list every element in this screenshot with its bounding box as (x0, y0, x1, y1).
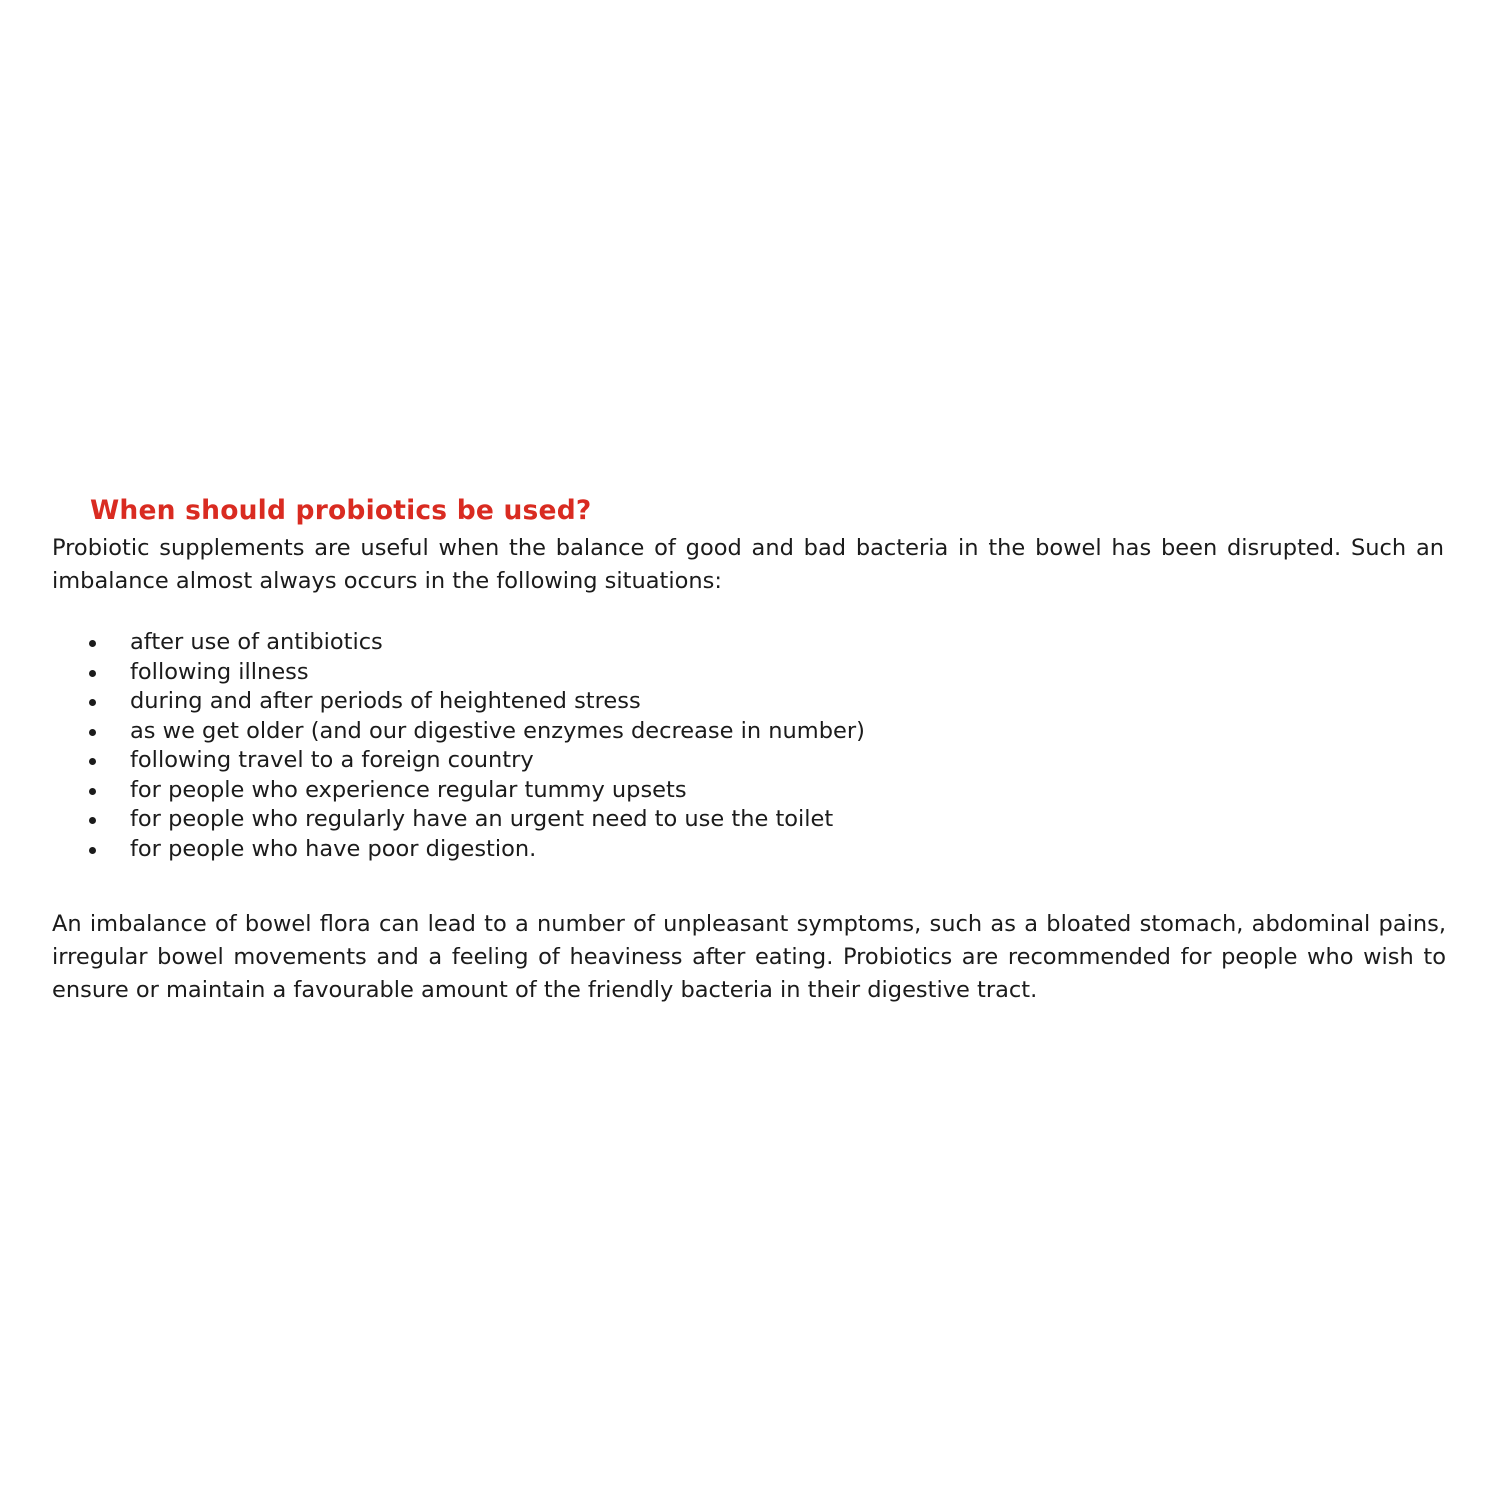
intro-paragraph: Probiotic supplements are useful when the balance of good and bad bacteria in the bowel has been disrupted. Such an imbalance almost always occurs in the following situations: (52, 535, 1444, 594)
bullet-dot-icon (89, 670, 96, 677)
list-item-label: for people who regularly have an urgent need to use the toilet (130, 806, 834, 832)
list-item (52, 658, 1452, 688)
closing-paragraph: An imbalance of bowel flora can lead to a number of unpleasant symptoms, such as a bloated stomach, abdominal pains, irregular bowel movements and a feeling of heaviness after eating. Probiotics are recommended for people who wish to ensure or maintain a favourable amount of the friendly bacteria in their digestive tract. (52, 911, 1446, 1003)
list-item-label: following illness (130, 658, 309, 685)
page-title: When should probiotics be used? (90, 495, 592, 526)
list-item-label: for people who experience regular tummy upsets (130, 776, 687, 803)
bullet-dot-icon (89, 788, 96, 795)
list-item (52, 746, 1452, 776)
list-item (52, 835, 1452, 865)
bullet-dot-icon (89, 847, 96, 854)
list-item (52, 687, 1452, 717)
bullet-dot-icon (89, 640, 96, 647)
document-content (52, 495, 1452, 1007)
bullet-dot-icon (89, 699, 96, 706)
situations-list (52, 628, 1452, 864)
list-item-label: as we get older (and our digestive enzymes decrease in number) (130, 717, 865, 744)
bullet-dot-icon (89, 729, 96, 736)
bullet-dot-icon (89, 817, 96, 824)
bullet-dot-icon (89, 758, 96, 765)
list-item (52, 805, 1452, 835)
list-item-label: during and after periods of heightened stress (130, 688, 641, 714)
list-item-label: for people who have poor digestion. (130, 835, 537, 862)
list-item-label: following travel to a foreign country (130, 747, 534, 773)
list-item (52, 717, 1452, 747)
list-item (52, 628, 1452, 658)
list-item-label: after use of antibiotics (130, 629, 383, 655)
list-item (52, 776, 1452, 806)
